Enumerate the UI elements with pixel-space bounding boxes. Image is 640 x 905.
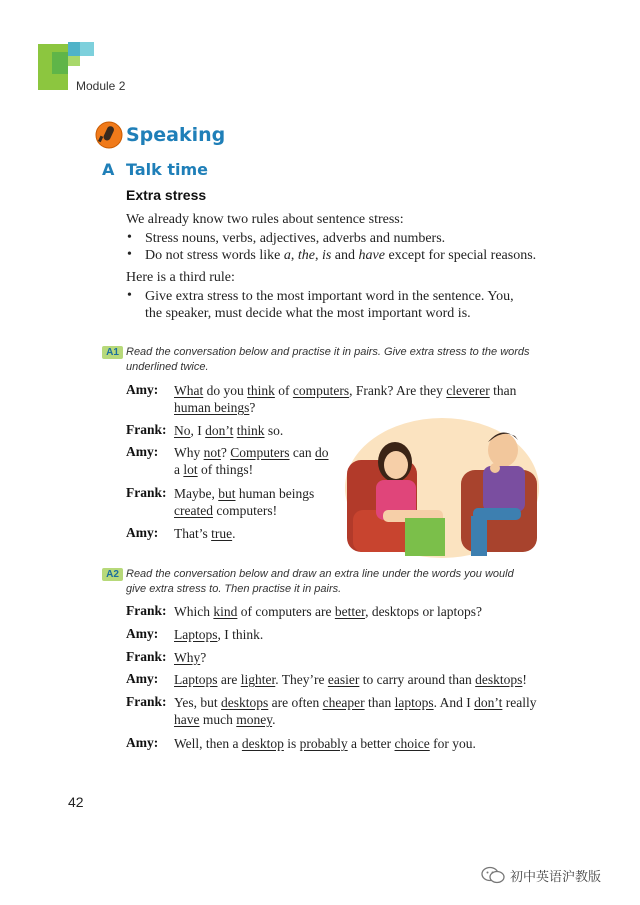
dialogue-line: What do you think of computers, Frank? Are they cleverer than (174, 383, 517, 398)
rule-1: Stress nouns, verbs, adjectives, adverbs and numbers. (145, 231, 446, 246)
dialogue-line: Laptops are lighter. They’re easier to carry around than desktops! (174, 672, 527, 687)
speaker-label: Frank: (126, 603, 167, 618)
speaker-label: Amy: (126, 444, 159, 459)
speaker-label: Amy: (126, 735, 159, 750)
dialogue-line: Laptops, I think. (174, 627, 264, 642)
speaker-label: Amy: (126, 382, 159, 397)
rule-3-line-1: Give extra stress to the most important word in the sentence. You, (145, 289, 514, 304)
dialogue-line: Well, then a desktop is probably a better choice for you. (174, 736, 476, 751)
subsection-letter: A (102, 160, 115, 179)
speaker-label: Frank: (126, 694, 167, 709)
subsection-title: Talk time (126, 160, 208, 179)
third-rule-intro: Here is a third rule: (126, 270, 235, 285)
dialogue-line: have much money. (174, 712, 276, 727)
a1-instruction-line-1: Read the conversation below and practise it in pairs. Give extra stress to the words (126, 346, 530, 358)
speaker-label: Frank: (126, 649, 167, 664)
module-label: Module 2 (76, 79, 126, 93)
speaker-label: Frank: (126, 485, 167, 500)
intro-paragraph: We already know two rules about sentence stress: (126, 212, 404, 227)
dialogue-line: Why not? Computers can do (174, 445, 329, 460)
wechat-icon (480, 866, 506, 884)
speaker-label: Frank: (126, 422, 167, 437)
dialogue-line: Yes, but desktops are often cheaper than laptops. And I don’t really (174, 695, 537, 710)
page-number: 42 (68, 794, 84, 810)
section-title: Speaking (126, 124, 226, 146)
speaker-label: Amy: (126, 671, 159, 686)
exercise-tag-a1: A1 (102, 346, 123, 359)
rule-2: Do not stress words like a, the, is and have except for special reasons. (145, 248, 537, 263)
dialogue-line: Why? (174, 650, 207, 665)
speaker-label: Amy: (126, 626, 159, 641)
dialogue-line: human beings? (174, 400, 256, 415)
exercise-tag-a2: A2 (102, 568, 123, 581)
a1-instruction-line-2: underlined twice. (126, 361, 209, 373)
rule-3-line-2: the speaker, must decide what the most important word is. (145, 306, 471, 321)
dialogue-line: Which kind of computers are better, desktops or laptops? (174, 604, 483, 619)
a2-instruction-line-2: give extra stress to. Then practise it in pairs. (126, 583, 342, 595)
speaking-microphone-icon (95, 121, 123, 149)
a2-instruction-line-1: Read the conversation below and draw an extra line under the words you would (126, 568, 514, 580)
dialogue-line: created computers! (174, 503, 278, 518)
bullet-dot: • (127, 230, 132, 245)
illustration-amy-and-frank (343, 410, 541, 560)
dialogue-line: a lot of things! (174, 462, 254, 477)
dialogue-line: Maybe, but human beings (174, 486, 315, 501)
bullet-dot: • (127, 288, 132, 303)
dialogue-line: No, I don’t think so. (174, 423, 284, 438)
watermark-text: 初中英语沪教版 (510, 870, 602, 885)
bullet-dot: • (127, 247, 132, 262)
topic-heading: Extra stress (126, 187, 207, 203)
speaker-label: Amy: (126, 525, 159, 540)
dialogue-line: That’s true. (174, 526, 236, 541)
